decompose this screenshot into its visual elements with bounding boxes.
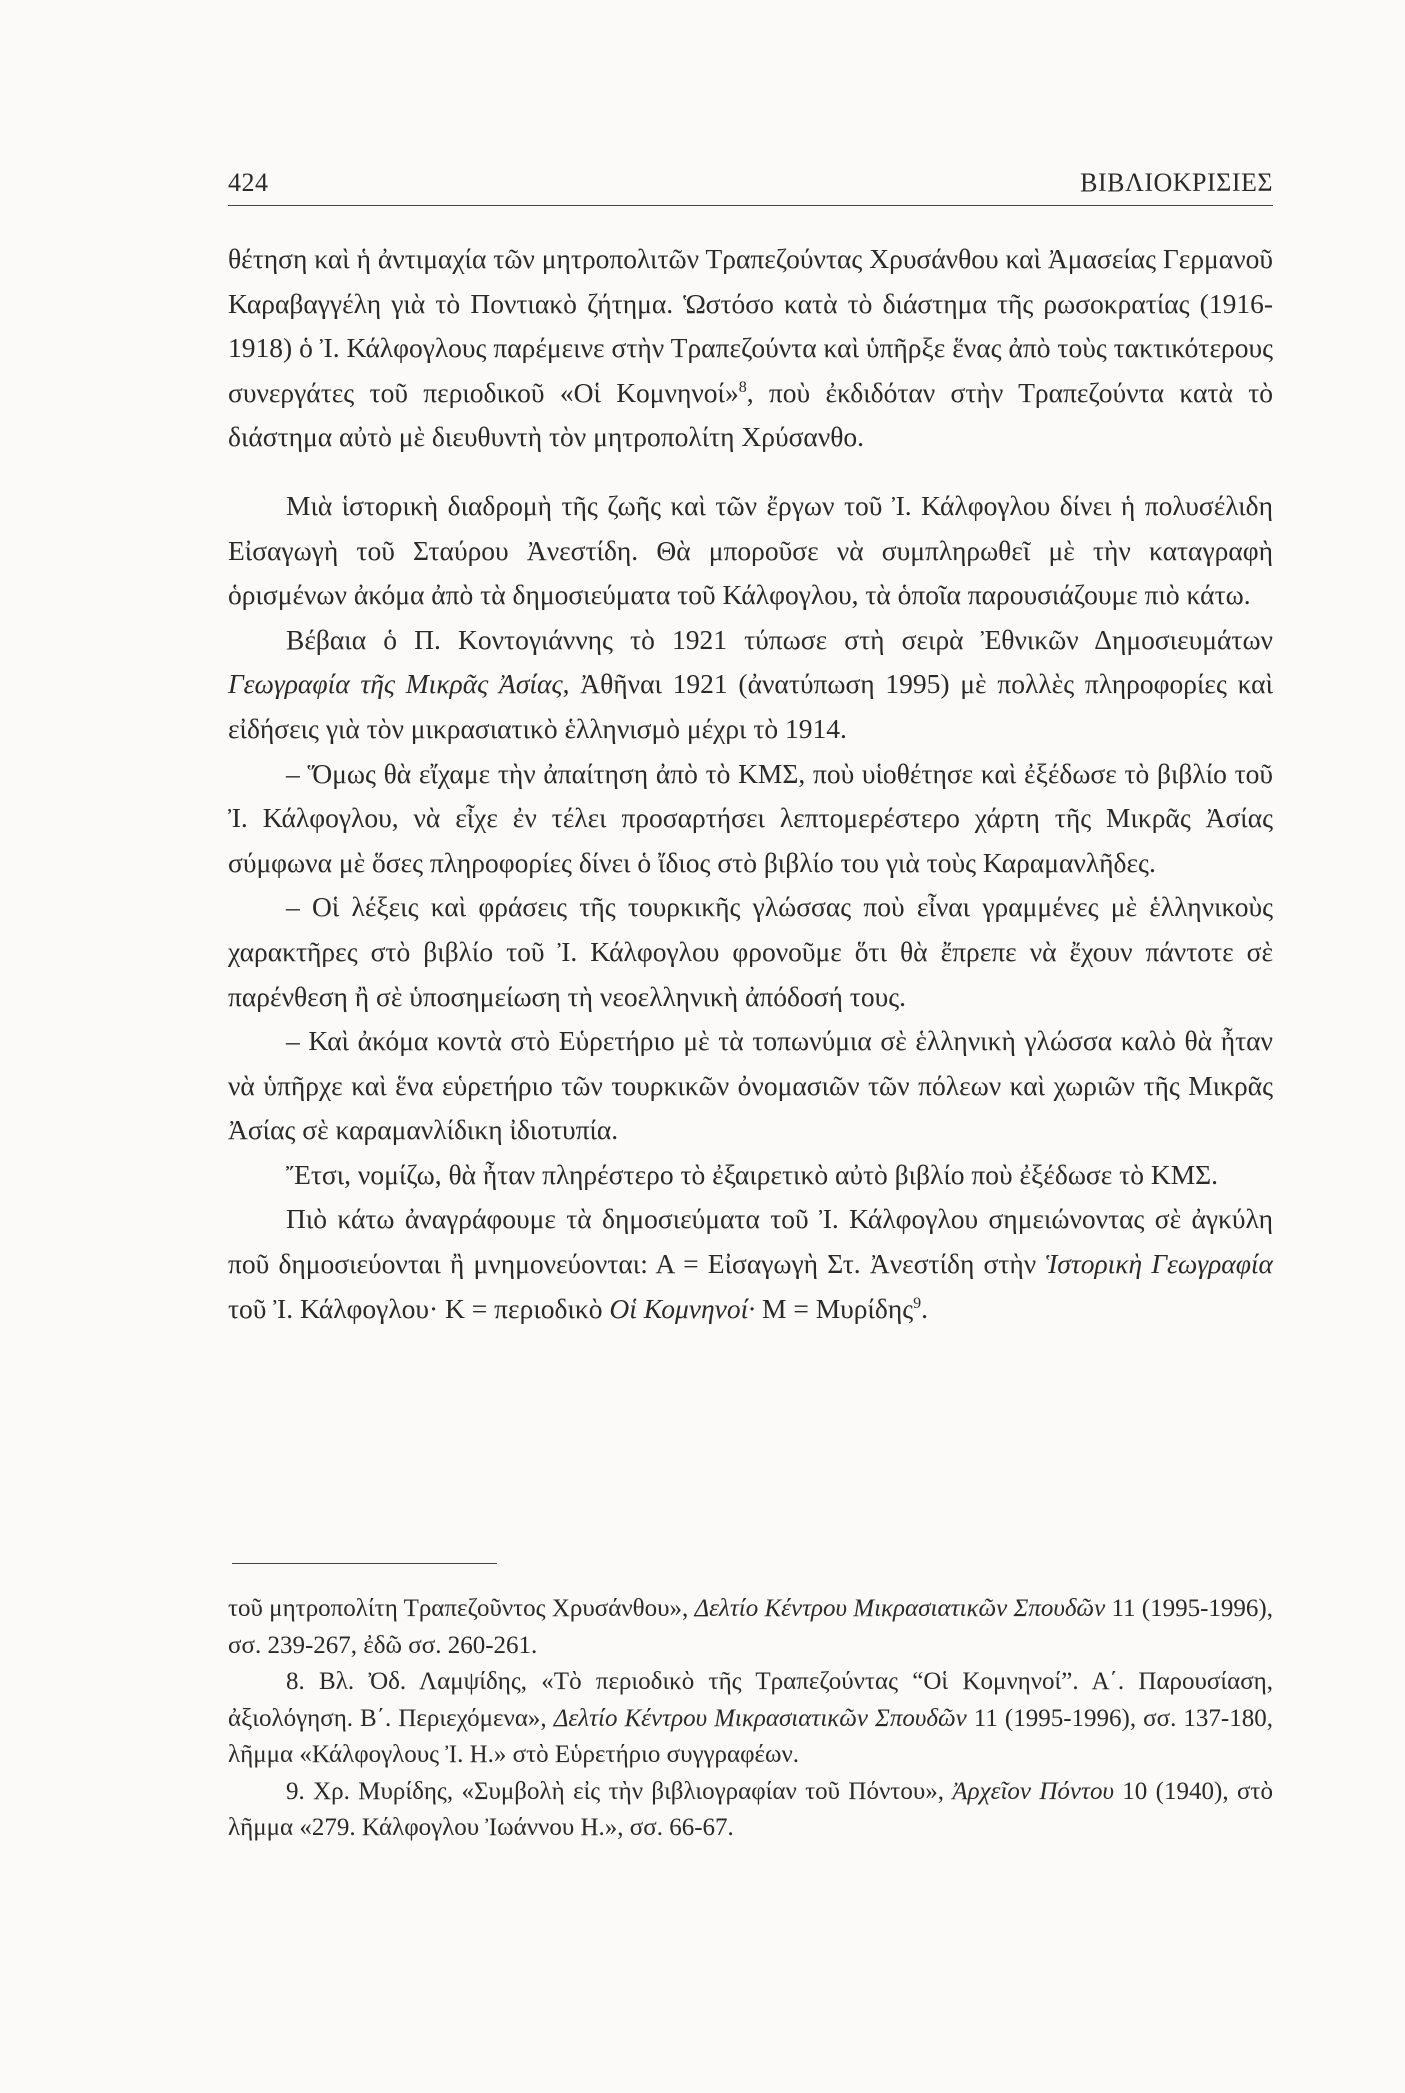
footnote-text: 10 (1940), στὸ λῆμμα «279. Κάλφογλου Ἰωάννου Η.», σσ. 66-67.: [228, 1777, 1273, 1841]
book-title: Ἱστορικὴ Γεωγραφία: [1045, 1248, 1273, 1280]
footnote-text: τοῦ μητροπολίτη Τραπεζοῦντος Χρυσάνθου»,: [228, 1595, 695, 1622]
paragraph-7: Ἔτσι, νομίζω, θὰ ἦταν πληρέστερο τὸ ἐξαιρετικὸ αὐτὸ βιβλίο ποὺ ἐξέδωσε τὸ ΚΜΣ.: [286, 1158, 1219, 1190]
paragraph-8: [228, 1197, 1273, 1331]
running-title: ΒΙΒΛΙΟΚΡΙΣΙΕΣ: [1080, 168, 1273, 197]
book-title: Γεωγραφία τῆς Μικρᾶς Ἀσίας: [228, 668, 563, 700]
paragraph-text: Μ = Μυρίδης: [755, 1292, 914, 1324]
page-number: 424: [228, 168, 269, 197]
footnote-text: 9. Χρ. Μυρίδης, «Συμβολὴ εἰς τὴν βιβλιογραφίαν τοῦ Πόντου»,: [286, 1777, 953, 1805]
header-rule: [228, 205, 1273, 206]
footnote-rule: [232, 1563, 497, 1564]
paragraph-text: , Ἀθῆναι 1921 (ἀνατύπωση 1995) μὲ πολλὲς πληροφορίες καὶ εἰδήσεις γιὰ τὸν μικρασιατικὸ ἑλληνισμὸ μέχρι τὸ 1914.: [228, 668, 1273, 744]
journal-title: Ἀρχεῖον Πόντου: [952, 1777, 1114, 1805]
main-text: [228, 237, 1273, 1331]
paragraph-text: θέτηση καὶ ἡ ἀντιμαχία τῶν μητροπολιτῶν Τραπεζούντας Χρυσάνθου καὶ Ἀμασείας Γερμανοῦ Καραβαγγέλη γιὰ τὸ Ποντιακὸ ζήτημα. Ὡστόσο κατὰ τὸ διάστημα τῆς ρωσοκρατίας (1916-1918) ὁ Ἰ. Κάλφογλους παρέμεινε στὴν Τραπεζούντα καὶ ὑπῆρξε ἕνας ἀπὸ τοὺς τακτικότερους συνεργάτες τοῦ περιοδικοῦ «Οἱ Κομνηνοί»: [228, 243, 1273, 408]
paragraph-text: Πιὸ κάτω ἀναγράφουμε τὰ δημοσιεύματα τοῦ Ἰ. Κάλφογλου σημειώνοντας σὲ ἀγκύλη ποῦ δημοσιεύονται ἢ μνημονεύονται: Α = Εἰσαγωγὴ Στ. Ἀνεστίδη στὴν: [228, 1203, 1273, 1280]
paragraph-2: Μιὰ ἱστορικὴ διαδρομὴ τῆς ζωῆς καὶ τῶν ἔργων τοῦ Ἰ. Κάλφογλου δίνει ἡ πολυσέλιδη Εἰσαγωγὴ τοῦ Σταύρου Ἀνεστίδη. Θὰ μποροῦσε νὰ συμπληρωθεῖ μὲ τὴν καταγραφὴ ὁρισμένων ἀκόμα ἀπὸ τὰ δημοσιεύματα τοῦ Κάλφογλου, τὰ ὁποῖα παρουσιάζουμε πιὸ κάτω.: [228, 489, 1273, 611]
footnote-ref-9: 9: [913, 1294, 922, 1312]
paragraph-text: .: [921, 1292, 929, 1324]
paragraph-4: – Ὅμως θὰ εἴχαμε τὴν ἀπαίτηση ἀπὸ τὸ ΚΜΣ, ποὺ υἱοθέτησε καὶ ἐξέδωσε τὸ βιβλίο τοῦ Ἰ. Κάλφογλου, νὰ εἶχε ἐν τέλει προσαρτήσει λεπτομερέστερο χάρτη τῆς Μικρᾶς Ἀσίας σύμφωνα μὲ ὅσες πληροφορίες δίνει ὁ ἴδιος στὸ βιβλίο του γιὰ τοὺς Καραμανλῆδες.: [228, 757, 1273, 878]
paragraph-3: [228, 618, 1273, 752]
paragraph-text: τοῦ Ἰ. Κάλφογλου· Κ = περιοδικὸ: [228, 1292, 610, 1324]
footnote-9: [228, 1774, 1273, 1847]
footnote-text: 8. Βλ. Ὀδ. Λαμψίδης, «Τὸ περιοδικὸ τῆς Τραπεζούντας “Οἱ Κομνηνοί”. Α΄. Παρουσίαση, ἀξιολόγηση. Β΄. Περιεχόμενα»,: [228, 1668, 1273, 1732]
footnote-text: 11 (1995-1996), σσ. 239-267, ἐδῶ σσ. 260-261.: [228, 1595, 1273, 1659]
footnote-continuation: [228, 1591, 1273, 1664]
footnote-ref-8: 8: [738, 378, 747, 396]
periodical-title: Οἱ Κομνηνοί·: [609, 1292, 756, 1324]
footnote-8: [228, 1664, 1273, 1774]
page-header: [228, 168, 1273, 198]
journal-title: Δελτίο Κέντρου Μικρασιατικῶν Σπουδῶν: [694, 1595, 1106, 1622]
journal-title: Δελτίο Κέντρου Μικρασιατικῶν Σπουδῶν: [553, 1704, 967, 1732]
footnotes: [228, 1591, 1273, 1847]
paragraph-5: – Οἱ λέξεις καὶ φράσεις τῆς τουρκικῆς γλώσσας ποὺ εἶναι γραμμένες μὲ ἑλληνικοὺς χαρακτῆρες στὸ βιβλίο τοῦ Ἰ. Κάλφογλου φρονοῦμε ὅτι θὰ ἔπρεπε νὰ ἔχουν πάντοτε σὲ παρένθεση ἢ σὲ ὑποσημείωση τὴ νεοελληνικὴ ἀπόδοσή τους.: [228, 891, 1273, 1012]
footnote-text: 11 (1995-1996), σσ. 137-180, λῆμμα «Κάλφογλους Ἰ. Η.» στὸ Εὑρετήριο συγγραφέων.: [228, 1704, 1273, 1768]
paragraph-1: [228, 237, 1273, 460]
paragraph-text: Βέβαια ὁ Π. Κοντογιάννης τὸ 1921 τύπωσε στὴ σειρὰ Ἐθνικῶν Δημοσιευμάτων: [286, 623, 1273, 655]
paragraph-text: , ποὺ ἐκδιδόταν στὴν Τραπεζούντα κατὰ τὸ διάστημα αὐτὸ μὲ διευθυντὴ τὸν μητροπολίτη Χρύσανθο.: [228, 376, 1273, 453]
paragraph-6: – Καὶ ἀκόμα κοντὰ στὸ Εὑρετήριο μὲ τὰ τοπωνύμια σὲ ἑλληνικὴ γλώσσα καλὸ θὰ ἦταν νὰ ὑπῆρχε καὶ ἕνα εὑρετήριο τῶν τουρκικῶν ὀνομασιῶν τῶν πόλεων καὶ χωριῶν τῆς Μικρᾶς Ἀσίας σὲ καραμανλίδικη ἰδιοτυπία.: [228, 1025, 1273, 1146]
